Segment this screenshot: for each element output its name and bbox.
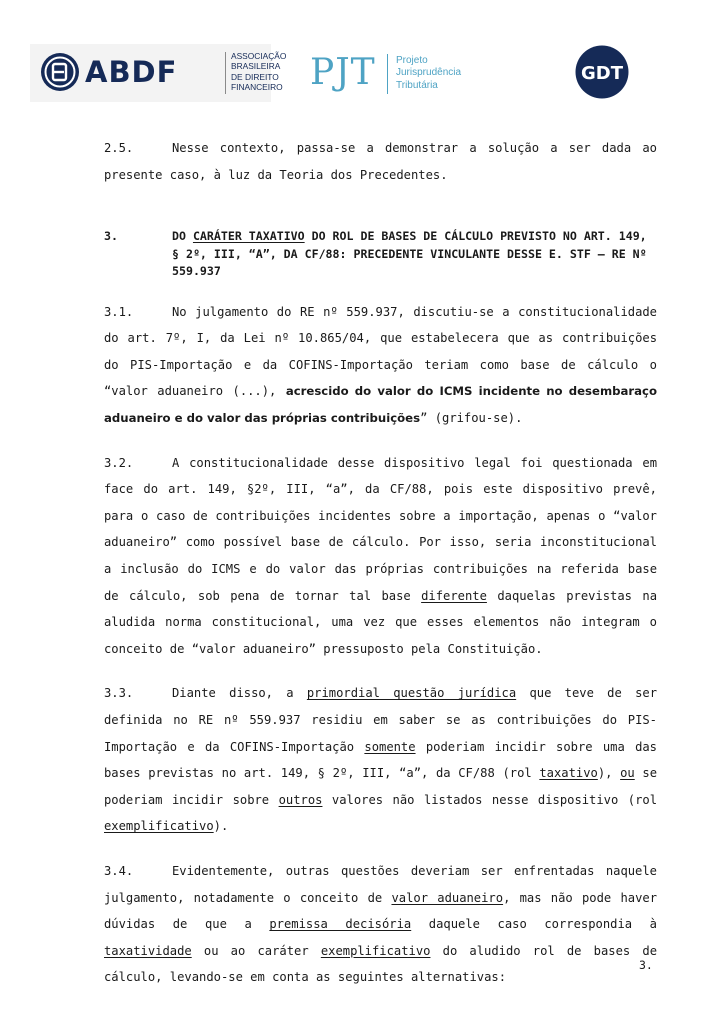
spacer: [104, 281, 657, 299]
text-run: que teve de ser definida no RE nº 559.937 residiu em saber se as contribuições do PIS-Importação e da COFINS-Importação: [104, 686, 658, 754]
pjt-line: Tributária: [396, 79, 438, 91]
paragraph-number: 3.2.: [104, 455, 134, 470]
text-underlined: exemplificativo: [104, 819, 214, 834]
text-run: Diante disso, a: [172, 686, 307, 701]
paragraph-2-5: [104, 135, 657, 188]
section-title: [172, 228, 657, 281]
text-run: No julgamento do RE nº 559.937, discutiu-se a constitucionalidade do art. 7º, I, da Lei nº 10.865/04, que estabelecera que as contribuições do PIS-Importação e da COFINS-Importação teriam como base de cálculo o “valor aduaneiro (...),: [104, 304, 657, 399]
text-run: do aludido rol de bases de cálculo, levando-se em conta as seguintes alternativas:: [104, 943, 658, 985]
text-underlined: valor aduaneiro: [391, 890, 504, 905]
text-underlined: diferente: [421, 588, 487, 603]
abdf-wordmark: ABDF: [85, 55, 178, 89]
title-part: DO: [172, 229, 193, 244]
text-run: valores não listados nesse dispositivo (rol: [322, 792, 657, 807]
paragraph-3-2: [104, 450, 657, 663]
abdf-full-name: ASSOCIAÇÃO BRASILEIRA DE DIREITO FINANCEIRO: [231, 51, 287, 93]
page-number: 3.: [639, 958, 653, 972]
text-underlined: exemplificativo: [320, 943, 431, 958]
abdf-emblem-icon: [40, 52, 80, 92]
text-run: daquelas previstas na aludida norma constitucional, uma vez que esses elementos não integram o conceito de “valor aduaneiro” pressuposto pela Constituição.: [104, 588, 658, 656]
pjt-line: Jurisprudência: [396, 67, 462, 79]
gdt-logo-text: GDT: [581, 63, 623, 84]
text-underlined: outros: [278, 792, 323, 807]
text-underlined: primordial questão jurídica: [306, 686, 517, 701]
spacer: [104, 432, 657, 450]
text-run: ” (grifou-se).: [420, 411, 523, 426]
title-part: DO ROL DE BASES DE CÁLCULO PREVISTO NO ART. 149, § 2º, III, “A”, DA CF/88: PRECEDENTE VINCULANTE DESSE E. STF – RE Nº 559.937: [172, 229, 647, 279]
paragraph-3-4: [104, 858, 657, 991]
text-run: poderiam incidir sobre uma das bases previstas no art. 149, § 2º, III, “a”, da CF/88 (rol: [104, 739, 657, 781]
paragraph-3-3: [104, 680, 657, 840]
section-number: 3.: [104, 229, 118, 244]
page-header: [0, 0, 724, 110]
paragraph-number: 3.4.: [104, 863, 134, 878]
paragraph-number: 3.1.: [104, 304, 134, 319]
text-underlined: ou: [620, 766, 635, 781]
text-run: ),: [597, 766, 621, 781]
document-body: [104, 135, 657, 991]
title-underlined: CARÁTER TAXATIVO: [192, 229, 305, 244]
text-run: A constitucionalidade desse dispositivo legal foi questionada em face do art. 149, §2º, III, “a”, da CF/88, pois este dispositivo prevê, para o caso de contribuições incidentes sobre a importação, apenas o “valor aduaneiro” como possível base de cálculo. Por isso, seria inconstitucional a inclusão do ICMS e do valor das próprias contribuições na referida base de cálculo, sob pena de tornar tal base: [104, 455, 657, 603]
text-bold: acrescido do valor do ICMS incidente no desembaraço aduaneiro e do valor das próprias contribuições: [104, 384, 657, 426]
spacer: [104, 662, 657, 680]
spacer: [104, 840, 657, 858]
abdf-logo: [30, 44, 287, 102]
text-underlined: somente: [364, 739, 416, 754]
pjt-line: Projeto: [396, 55, 428, 66]
text-run: se poderiam incidir sobre: [104, 766, 658, 807]
text-underlined: taxatividade: [104, 943, 192, 958]
spacer: [104, 188, 657, 228]
paragraph-text: Nesse contexto, passa-se a demonstrar a solução a ser dada ao presente caso, à luz da Teoria dos Precedentes.: [104, 141, 657, 182]
section-heading-3: [104, 228, 657, 281]
text-run: ou ao caráter: [191, 943, 321, 958]
paragraph-number: 3.3.: [104, 686, 134, 701]
pjt-full-name: [396, 55, 461, 92]
text-run: daquele caso correspondia à: [411, 917, 657, 932]
text-underlined: premissa decisória: [269, 917, 412, 932]
text-run: ).: [213, 819, 229, 834]
text-run: , mas não pode haver dúvidas de que a: [104, 890, 658, 932]
paragraph-3-1: [104, 299, 657, 432]
pjt-divider: [387, 54, 388, 94]
text-run: Evidentemente, outras questões deveriam ser enfrentadas naquele julgamento, notadamente o conceito de: [104, 863, 657, 905]
text-underlined: taxativo: [539, 766, 598, 781]
gdt-logo-icon: [575, 45, 629, 99]
pjt-logo: PJT: [310, 52, 376, 93]
paragraph-number: 2.5.: [104, 141, 134, 155]
abdf-divider: [225, 52, 226, 94]
